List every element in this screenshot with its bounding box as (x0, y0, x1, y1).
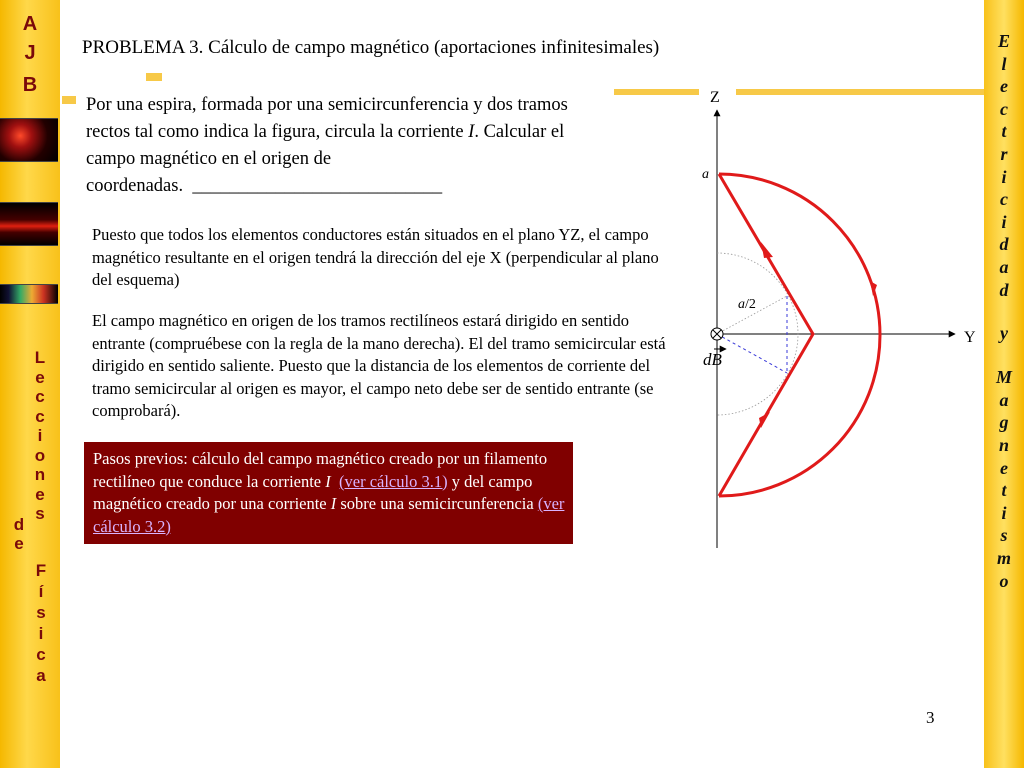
paragraph-direction: Puesto que todos los elementos conductores están situados en el plano YZ, el campo magnético resultante en el origen tendrá la dirección del eje X (perpendicular al plano del esquema) (92, 225, 659, 289)
right-vertical-title-letter: l (1001, 53, 1007, 74)
previous-text-3: sobre una semicircunferencia (336, 494, 538, 513)
left-vertical-title-letter: i (37, 426, 43, 445)
left-vertical-title-letter: n (34, 465, 46, 484)
page-number: 3 (926, 708, 935, 727)
left-vertical-title-letter: e (14, 533, 24, 553)
half-a-label-rest: /2 (745, 297, 756, 312)
right-vertical-title-letter: e (1000, 76, 1008, 97)
paragraph-sense: El campo magnético en origen de los tramos rectilíneos estará dirigido en sentido entrante (compruébese con la regla de la mano derecha). El del tramo semicircular está dirigido en sentido saliente. Puesto que la distancia de los elementos de corriente del tramo semicircular al origen es mayor, el campo neto debe ser de sentido entrante (se comprobará). (92, 311, 666, 420)
left-vertical-title-letter: e (35, 484, 45, 504)
left-vertical-title-letter: o (34, 445, 46, 465)
left-vertical-title-letter: s (35, 504, 45, 523)
right-vertical-title-letter: d (999, 234, 1009, 255)
right-vertical-title-letter: i (1001, 211, 1007, 232)
right-vertical-title-letter: s (1000, 525, 1008, 546)
thumbnail-image-2 (0, 202, 58, 246)
previous-text-2: y del campo magnético creado por una corriente (93, 471, 533, 513)
previous-steps-box (84, 442, 573, 544)
right-vertical-title-letter: t (1001, 121, 1007, 142)
left-vertical-title-letter: i (38, 623, 44, 643)
y-axis-label: Y (964, 329, 976, 346)
circuit-figure (690, 80, 980, 560)
semicircle-wire (719, 174, 880, 496)
accent-line-right (614, 89, 699, 95)
z-axis-label: Z (710, 89, 720, 106)
initial-a: A (22, 13, 38, 35)
right-vertical-title-letter: o (999, 570, 1009, 591)
statement-underline: ___________________________ (192, 176, 443, 196)
current-arrow-down-2 (759, 412, 770, 428)
half-a-label-a: a (738, 297, 745, 312)
right-vertical-title-letter: e (1000, 457, 1008, 478)
left-vertical-title-letter: d (13, 514, 25, 534)
db-label: dB (703, 350, 722, 369)
current-symbol: I (468, 122, 475, 142)
half-a-label (738, 297, 756, 312)
right-vertical-title-letter: M (995, 367, 1012, 388)
left-vertical-title-letter: s (36, 602, 46, 622)
link-calculo-3-2[interactable]: (ver cálculo 3.2) (93, 494, 565, 536)
right-vertical-title-letter: i (1001, 502, 1007, 523)
a-label: a (702, 167, 709, 182)
accent-square (146, 73, 162, 81)
left-vertical-title-letter: c (35, 387, 45, 406)
right-vertical-title-letter: g (999, 412, 1009, 433)
initial-b: B (22, 74, 38, 96)
problem-statement (86, 92, 606, 200)
straight-wire-segments (719, 174, 813, 496)
right-vertical-title-letter: i (1001, 166, 1007, 187)
right-vertical-title-letter: t (1001, 480, 1007, 501)
right-vertical-title-letter: r (1000, 144, 1008, 164)
blue-radius-helper (717, 334, 787, 373)
right-vertical-title-letter: c (1000, 98, 1008, 119)
right-vertical-title-letter: a (999, 389, 1009, 410)
thumbnail-image-1 (0, 118, 58, 162)
right-vertical-title-letter: d (999, 279, 1009, 300)
right-vertical-title-letter: c (1000, 189, 1008, 210)
right-vertical-title-letter: a (999, 257, 1009, 277)
current-symbol-2: I (330, 494, 337, 513)
current-symbol-1: I (325, 471, 331, 491)
left-vertical-title-letter: í (38, 581, 44, 601)
page-title: PROBLEMA 3. Cálculo de campo magnético (aportaciones infinitesimales) (82, 37, 660, 58)
right-vertical-title-letter: n (998, 435, 1009, 455)
left-vertical-title-letter: e (35, 367, 45, 387)
initial-j: J (24, 42, 36, 64)
left-vertical-title-letter: c (35, 406, 45, 426)
link-calculo-3-1[interactable]: (ver cálculo 3.1) (339, 471, 448, 491)
right-vertical-title-letter: m (996, 548, 1011, 568)
accent-dash-left (62, 96, 76, 104)
left-vertical-title-letter: L (34, 348, 46, 367)
thumbnail-image-3 (0, 284, 58, 304)
statement-text-2: . Calcular el campo magnético en el origen de coordenadas. (86, 122, 565, 196)
right-vertical-title-letter: E (997, 31, 1010, 51)
left-vertical-title-letter: c (36, 644, 46, 664)
left-vertical-title-letter: a (36, 665, 46, 685)
left-vertical-title-letter: F (35, 560, 47, 580)
statement-text-1: Por una espira, formada por una semicircunferencia y dos tramos rectos tal como indica la figura, circula la corriente (86, 95, 568, 142)
previous-text-1: Pasos previos: cálculo del campo magnético creado por un filamento rectilíneo que conduce la corriente (93, 449, 548, 491)
right-vertical-title-letter: y (1000, 323, 1008, 344)
current-arrow-down-1 (761, 242, 773, 258)
